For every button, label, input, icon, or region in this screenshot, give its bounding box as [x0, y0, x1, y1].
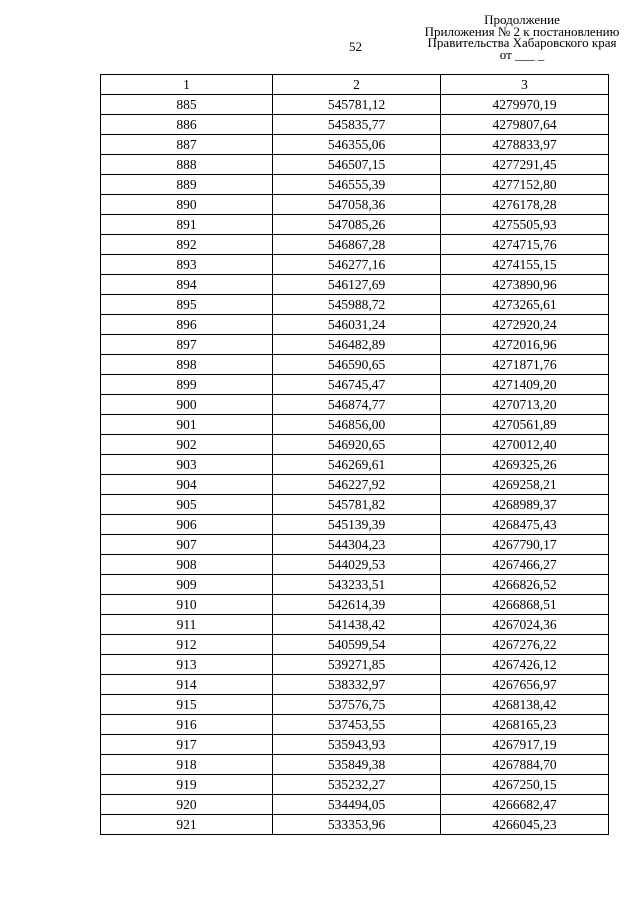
table-row: [101, 755, 609, 775]
coordinate-y-cell: 4266868,51: [441, 595, 609, 615]
coordinate-y-cell: 4271409,20: [441, 375, 609, 395]
coordinate-y-cell: 4267917,19: [441, 735, 609, 755]
table-row: [101, 555, 609, 575]
coordinate-y-cell: 4272016,96: [441, 335, 609, 355]
point-number-cell: 901: [101, 415, 273, 435]
coordinate-x-cell: 546277,16: [273, 255, 441, 275]
coordinate-x-cell: 546507,15: [273, 155, 441, 175]
coordinate-x-cell: 545988,72: [273, 295, 441, 315]
point-number-cell: 907: [101, 535, 273, 555]
coordinate-x-cell: 546856,00: [273, 415, 441, 435]
point-number-cell: 918: [101, 755, 273, 775]
coordinate-y-cell: 4273890,96: [441, 275, 609, 295]
coordinate-y-cell: 4279807,64: [441, 115, 609, 135]
point-number-cell: 906: [101, 515, 273, 535]
table-row: [101, 575, 609, 595]
coordinate-y-cell: 4268138,42: [441, 695, 609, 715]
coordinate-y-cell: 4267250,15: [441, 775, 609, 795]
coordinate-x-cell: 538332,97: [273, 675, 441, 695]
coordinate-x-cell: 541438,42: [273, 615, 441, 635]
coordinate-y-cell: 4270713,20: [441, 395, 609, 415]
coordinate-y-cell: 4274715,76: [441, 235, 609, 255]
point-number-cell: 889: [101, 175, 273, 195]
coordinate-x-cell: 544029,53: [273, 555, 441, 575]
appendix-header: [400, 14, 640, 60]
point-number-cell: 912: [101, 635, 273, 655]
coordinate-x-cell: 539271,85: [273, 655, 441, 675]
coordinate-x-cell: 540599,54: [273, 635, 441, 655]
point-number-cell: 904: [101, 475, 273, 495]
point-number-cell: 910: [101, 595, 273, 615]
coordinate-y-cell: 4275505,93: [441, 215, 609, 235]
coordinate-y-cell: 4266682,47: [441, 795, 609, 815]
table-row: [101, 695, 609, 715]
table-row: [101, 155, 609, 175]
point-number-cell: 909: [101, 575, 273, 595]
table-row: [101, 455, 609, 475]
table-body: [101, 95, 609, 835]
table-row: [101, 215, 609, 235]
table-row: [101, 675, 609, 695]
coordinate-y-cell: 4267024,36: [441, 615, 609, 635]
coordinate-y-cell: 4273265,61: [441, 295, 609, 315]
coordinate-y-cell: 4268165,23: [441, 715, 609, 735]
coordinate-y-cell: 4267790,17: [441, 535, 609, 555]
coordinate-x-cell: 537453,55: [273, 715, 441, 735]
table-row: [101, 335, 609, 355]
point-number-cell: 916: [101, 715, 273, 735]
coordinate-y-cell: 4277291,45: [441, 155, 609, 175]
coordinate-x-cell: 546555,39: [273, 175, 441, 195]
table-row: [101, 295, 609, 315]
coordinate-x-cell: 545781,12: [273, 95, 441, 115]
table-row: [101, 355, 609, 375]
table-row: [101, 595, 609, 615]
coordinate-x-cell: 546031,24: [273, 315, 441, 335]
table-row: [101, 515, 609, 535]
coordinate-x-cell: 546227,92: [273, 475, 441, 495]
point-number-cell: 921: [101, 815, 273, 835]
table-row: [101, 135, 609, 155]
coordinate-x-cell: 537576,75: [273, 695, 441, 715]
coordinate-x-cell: 545835,77: [273, 115, 441, 135]
coordinate-y-cell: 4267276,22: [441, 635, 609, 655]
coordinate-x-cell: 546355,06: [273, 135, 441, 155]
coordinate-x-cell: 545139,39: [273, 515, 441, 535]
coordinate-y-cell: 4268475,43: [441, 515, 609, 535]
table-row: [101, 115, 609, 135]
point-number-cell: 897: [101, 335, 273, 355]
point-number-cell: 902: [101, 435, 273, 455]
header-line-date: от ___ _: [499, 46, 545, 62]
table-row: [101, 475, 609, 495]
coordinate-x-cell: 533353,96: [273, 815, 441, 835]
coordinate-y-cell: 4270012,40: [441, 435, 609, 455]
coordinate-x-cell: 535849,38: [273, 755, 441, 775]
coordinate-x-cell: 546745,47: [273, 375, 441, 395]
coordinate-y-cell: 4277152,80: [441, 175, 609, 195]
coordinate-x-cell: 544304,23: [273, 535, 441, 555]
header-line-appendix: Приложения № 2 к постановлению: [424, 23, 620, 39]
coordinate-y-cell: 4270561,89: [441, 415, 609, 435]
point-number-cell: 887: [101, 135, 273, 155]
point-number-cell: 911: [101, 615, 273, 635]
coordinate-y-cell: 4269325,26: [441, 455, 609, 475]
point-number-cell: 891: [101, 215, 273, 235]
table-row: [101, 255, 609, 275]
table-row: [101, 715, 609, 735]
point-number-cell: 913: [101, 655, 273, 675]
coordinate-x-cell: 546867,28: [273, 235, 441, 255]
coordinate-x-cell: 534494,05: [273, 795, 441, 815]
point-number-cell: 888: [101, 155, 273, 175]
table-row: [101, 775, 609, 795]
coordinate-x-cell: 547085,26: [273, 215, 441, 235]
table-row: [101, 615, 609, 635]
point-number-cell: 896: [101, 315, 273, 335]
coordinate-x-cell: 547058,36: [273, 195, 441, 215]
coordinate-y-cell: 4266826,52: [441, 575, 609, 595]
coordinates-table: [100, 74, 609, 835]
table-row: [101, 235, 609, 255]
coordinate-y-cell: 4278833,97: [441, 135, 609, 155]
point-number-cell: 914: [101, 675, 273, 695]
coordinate-y-cell: 4274155,15: [441, 255, 609, 275]
coordinate-y-cell: 4267884,70: [441, 755, 609, 775]
table-row: [101, 435, 609, 455]
point-number-cell: 885: [101, 95, 273, 115]
point-number-cell: 899: [101, 375, 273, 395]
table-row: [101, 395, 609, 415]
point-number-cell: 894: [101, 275, 273, 295]
coordinate-y-cell: 4269258,21: [441, 475, 609, 495]
point-number-cell: 892: [101, 235, 273, 255]
point-number-cell: 917: [101, 735, 273, 755]
coordinate-x-cell: 535232,27: [273, 775, 441, 795]
coordinate-x-cell: 546920,65: [273, 435, 441, 455]
coordinate-x-cell: 546269,61: [273, 455, 441, 475]
coordinate-x-cell: 546590,65: [273, 355, 441, 375]
table-row: [101, 635, 609, 655]
point-number-cell: 920: [101, 795, 273, 815]
table-row: [101, 375, 609, 395]
coordinate-x-cell: 543233,51: [273, 575, 441, 595]
point-number-cell: 908: [101, 555, 273, 575]
column-header-1: 1: [101, 75, 273, 95]
point-number-cell: 905: [101, 495, 273, 515]
point-number-cell: 890: [101, 195, 273, 215]
point-number-cell: 919: [101, 775, 273, 795]
column-header-3: 3: [441, 75, 609, 95]
coordinate-y-cell: 4268989,37: [441, 495, 609, 515]
coordinate-y-cell: 4272920,24: [441, 315, 609, 335]
coordinate-x-cell: 546874,77: [273, 395, 441, 415]
table-row: [101, 195, 609, 215]
coordinate-y-cell: 4267466,27: [441, 555, 609, 575]
table-row: [101, 815, 609, 835]
header-line-continuation: Продолжение: [484, 12, 560, 27]
table-row: [101, 315, 609, 335]
point-number-cell: 893: [101, 255, 273, 275]
point-number-cell: 903: [101, 455, 273, 475]
table-header-row: [101, 75, 609, 95]
coordinate-y-cell: 4266045,23: [441, 815, 609, 835]
coordinate-y-cell: 4276178,28: [441, 195, 609, 215]
point-number-cell: 915: [101, 695, 273, 715]
point-number-cell: 900: [101, 395, 273, 415]
page-number: 52: [349, 39, 362, 54]
point-number-cell: 886: [101, 115, 273, 135]
coordinate-y-cell: 4267426,12: [441, 655, 609, 675]
coordinate-x-cell: 545781,82: [273, 495, 441, 515]
coordinate-y-cell: 4271871,76: [441, 355, 609, 375]
table-row: [101, 275, 609, 295]
table-row: [101, 735, 609, 755]
table-row: [101, 495, 609, 515]
table-row: [101, 535, 609, 555]
point-number-cell: 898: [101, 355, 273, 375]
coordinate-x-cell: 542614,39: [273, 595, 441, 615]
table-row: [101, 795, 609, 815]
coordinate-x-cell: 546127,69: [273, 275, 441, 295]
coordinate-y-cell: 4267656,97: [441, 675, 609, 695]
table-row: [101, 175, 609, 195]
point-number-cell: 895: [101, 295, 273, 315]
coordinate-x-cell: 535943,93: [273, 735, 441, 755]
header-line-government: Правительства Хабаровского края: [427, 35, 617, 50]
column-header-2: 2: [273, 75, 441, 95]
table-row: [101, 415, 609, 435]
coordinate-y-cell: 4279970,19: [441, 95, 609, 115]
coordinate-x-cell: 546482,89: [273, 335, 441, 355]
table-row: [101, 655, 609, 675]
table-row: [101, 95, 609, 115]
